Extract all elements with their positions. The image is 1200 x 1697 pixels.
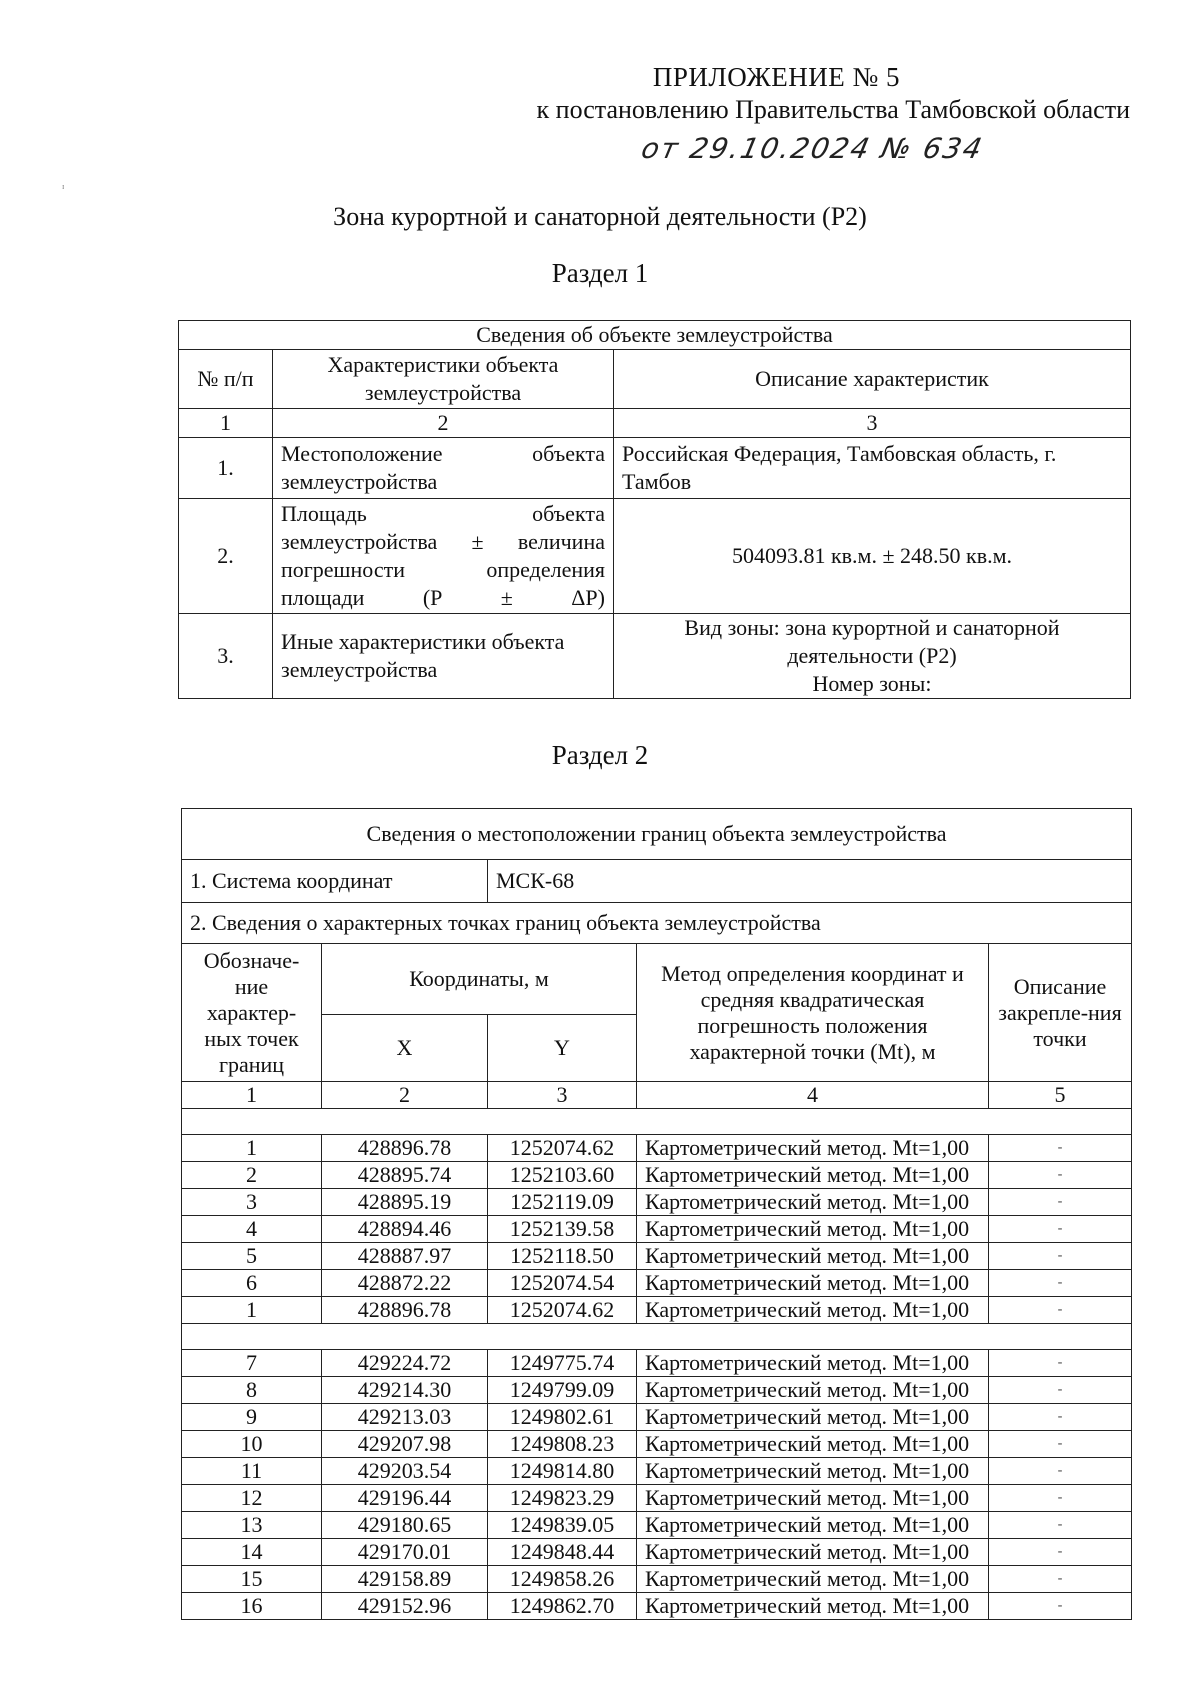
row-description <box>614 614 1131 699</box>
point-x: 428887.97 <box>322 1243 488 1270</box>
points-body <box>182 1109 1132 1620</box>
point-y: 1249775.74 <box>488 1350 637 1377</box>
point-y: 1249802.61 <box>488 1404 637 1431</box>
point-method: Картометрический метод. Mt=1,00 <box>637 1189 989 1216</box>
point-number: 11 <box>182 1458 322 1485</box>
group-separator-row <box>182 1109 1132 1135</box>
point-row <box>182 1162 1132 1189</box>
point-row <box>182 1216 1132 1243</box>
point-x: 429213.03 <box>322 1404 488 1431</box>
point-y: 1249808.23 <box>488 1431 637 1458</box>
point-method: Картометрический метод. Mt=1,00 <box>637 1485 989 1512</box>
section1-title: Раздел 1 <box>551 258 649 288</box>
point-y: 1252118.50 <box>488 1243 637 1270</box>
point-row <box>182 1189 1132 1216</box>
header-description: Описание характеристик <box>614 350 1131 409</box>
point-fixing: - <box>989 1593 1132 1620</box>
col-number: 1 <box>179 409 273 438</box>
point-number: 16 <box>182 1593 322 1620</box>
object-info-table-title: Сведения об объекте землеустройства <box>179 321 1131 350</box>
zone-title: Зона курортной и санаторной деятельности (Р2) <box>333 202 867 231</box>
point-y: 1249858.26 <box>488 1566 637 1593</box>
point-number: 13 <box>182 1512 322 1539</box>
point-fixing: - <box>989 1566 1132 1593</box>
point-y: 1252074.62 <box>488 1297 637 1324</box>
header-method: Метод определения координат и средняя квадратическая погрешность положения характерной точки (Mt), м <box>637 944 989 1082</box>
point-row <box>182 1512 1132 1539</box>
zone-number-label: Номер зоны: <box>812 671 932 696</box>
points-title: 2. Сведения о характерных точках границ объекта землеустройства <box>182 903 1132 944</box>
point-fixing: - <box>989 1243 1132 1270</box>
point-fixing: - <box>989 1458 1132 1485</box>
point-method: Картометрический метод. Mt=1,00 <box>637 1431 989 1458</box>
col-number: 4 <box>637 1082 989 1109</box>
point-fixing: - <box>989 1512 1132 1539</box>
group-separator <box>182 1109 1132 1135</box>
col-number: 2 <box>322 1082 488 1109</box>
section2-title: Раздел 2 <box>551 740 649 770</box>
point-number: 12 <box>182 1485 322 1512</box>
point-x: 428896.78 <box>322 1135 488 1162</box>
point-y: 1249814.80 <box>488 1458 637 1485</box>
point-x: 428872.22 <box>322 1270 488 1297</box>
point-row <box>182 1350 1132 1377</box>
point-fixing: - <box>989 1216 1132 1243</box>
point-fixing: - <box>989 1350 1132 1377</box>
point-fixing: - <box>989 1431 1132 1458</box>
boundary-table <box>181 808 1132 1620</box>
point-x: 429170.01 <box>322 1539 488 1566</box>
point-x: 429203.54 <box>322 1458 488 1485</box>
handwritten-date: от 29.10.2024 № 634 <box>638 132 987 165</box>
group-separator-row <box>182 1324 1132 1350</box>
point-row <box>182 1593 1132 1620</box>
point-number: 4 <box>182 1216 322 1243</box>
point-number: 6 <box>182 1270 322 1297</box>
object-info-table <box>178 320 1131 699</box>
col-number: 3 <box>488 1082 637 1109</box>
point-x: 428895.19 <box>322 1189 488 1216</box>
appendix-subtitle: к постановлению Правительства Тамбовской области <box>536 95 1130 124</box>
col-number: 3 <box>614 409 1131 438</box>
point-row <box>182 1243 1132 1270</box>
point-fixing: - <box>989 1162 1132 1189</box>
point-row <box>182 1539 1132 1566</box>
point-fixing: - <box>989 1135 1132 1162</box>
point-number: 9 <box>182 1404 322 1431</box>
coord-system-label: 1. Система координат <box>182 860 488 903</box>
point-y: 1252139.58 <box>488 1216 637 1243</box>
header-y: Y <box>488 1015 637 1082</box>
point-number: 10 <box>182 1431 322 1458</box>
point-x: 429152.96 <box>322 1593 488 1620</box>
point-row <box>182 1431 1132 1458</box>
point-number: 3 <box>182 1189 322 1216</box>
point-method: Картометрический метод. Mt=1,00 <box>637 1458 989 1485</box>
point-number: 5 <box>182 1243 322 1270</box>
point-y: 1249799.09 <box>488 1377 637 1404</box>
point-fixing: - <box>989 1539 1132 1566</box>
point-x: 428896.78 <box>322 1297 488 1324</box>
point-x: 429214.30 <box>322 1377 488 1404</box>
point-row <box>182 1135 1132 1162</box>
point-number: 7 <box>182 1350 322 1377</box>
header-x: X <box>322 1015 488 1082</box>
point-method: Картометрический метод. Mt=1,00 <box>637 1135 989 1162</box>
point-x: 429196.44 <box>322 1485 488 1512</box>
point-number: 2 <box>182 1162 322 1189</box>
point-number: 1 <box>182 1135 322 1162</box>
point-method: Картометрический метод. Mt=1,00 <box>637 1566 989 1593</box>
point-fixing: - <box>989 1377 1132 1404</box>
point-row <box>182 1270 1132 1297</box>
point-x: 428895.74 <box>322 1162 488 1189</box>
boundary-table-title: Сведения о местоположении границ объекта землеустройства <box>182 809 1132 860</box>
point-number: 1 <box>182 1297 322 1324</box>
point-y: 1249862.70 <box>488 1593 637 1620</box>
point-method: Картометрический метод. Mt=1,00 <box>637 1539 989 1566</box>
point-y: 1249839.05 <box>488 1512 637 1539</box>
point-method: Картометрический метод. Mt=1,00 <box>637 1297 989 1324</box>
row-characteristic: Местоположение объекта землеустройства <box>273 438 614 499</box>
row-num: 2. <box>179 499 273 614</box>
point-fixing: - <box>989 1404 1132 1431</box>
point-fixing: - <box>989 1270 1132 1297</box>
point-y: 1249848.44 <box>488 1539 637 1566</box>
col-number: 2 <box>273 409 614 438</box>
point-row <box>182 1404 1132 1431</box>
point-y: 1252103.60 <box>488 1162 637 1189</box>
row-num: 3. <box>179 614 273 699</box>
point-method: Картометрический метод. Mt=1,00 <box>637 1593 989 1620</box>
point-fixing: - <box>989 1297 1132 1324</box>
row-num: 1. <box>179 438 273 499</box>
col-number: 1 <box>182 1082 322 1109</box>
point-number: 15 <box>182 1566 322 1593</box>
point-row <box>182 1297 1132 1324</box>
point-x: 429180.65 <box>322 1512 488 1539</box>
point-number: 14 <box>182 1539 322 1566</box>
point-method: Картометрический метод. Mt=1,00 <box>637 1216 989 1243</box>
group-separator <box>182 1324 1132 1350</box>
point-y: 1249823.29 <box>488 1485 637 1512</box>
header-coordinates: Координаты, м <box>322 944 637 1015</box>
point-x: 429224.72 <box>322 1350 488 1377</box>
point-method: Картометрический метод. Mt=1,00 <box>637 1243 989 1270</box>
zone-type: Вид зоны: зона курортной и санаторной деятельности (Р2) <box>684 615 1060 668</box>
row-characteristic: Иные характеристики объекта землеустройства <box>273 614 614 699</box>
point-y: 1252074.54 <box>488 1270 637 1297</box>
point-y: 1252119.09 <box>488 1189 637 1216</box>
header-characteristic: Характеристики объекта землеустройства <box>273 350 614 409</box>
point-method: Картометрический метод. Mt=1,00 <box>637 1350 989 1377</box>
coord-system-value: МСК-68 <box>488 860 1132 903</box>
appendix-title: ПРИЛОЖЕНИЕ № 5 <box>652 62 900 92</box>
point-method: Картометрический метод. Mt=1,00 <box>637 1404 989 1431</box>
point-number: 8 <box>182 1377 322 1404</box>
point-row <box>182 1566 1132 1593</box>
row-description: 504093.81 кв.м. ± 248.50 кв.м. <box>614 499 1131 614</box>
point-method: Картометрический метод. Mt=1,00 <box>637 1162 989 1189</box>
point-fixing: - <box>989 1189 1132 1216</box>
header-fixing: Описание закрепле-ния точки <box>989 944 1132 1082</box>
header-designation: Обозначе-ние характер-ных точек границ <box>182 944 322 1082</box>
point-y: 1252074.62 <box>488 1135 637 1162</box>
point-row <box>182 1485 1132 1512</box>
row-characteristic: Площадь объекта землеустройства ± величина погрешности определения площади (Р ± ΔР) <box>273 499 614 614</box>
point-x: 429207.98 <box>322 1431 488 1458</box>
point-method: Картометрический метод. Mt=1,00 <box>637 1270 989 1297</box>
point-x: 429158.89 <box>322 1566 488 1593</box>
header-num: № п/п <box>179 350 273 409</box>
scan-mark: ᶦ <box>62 182 65 197</box>
point-row <box>182 1377 1132 1404</box>
col-number: 5 <box>989 1082 1132 1109</box>
document-header <box>537 62 1130 125</box>
point-method: Картометрический метод. Mt=1,00 <box>637 1377 989 1404</box>
point-method: Картометрический метод. Mt=1,00 <box>637 1512 989 1539</box>
point-x: 428894.46 <box>322 1216 488 1243</box>
row-description: Российская Федерация, Тамбовская область, г. Тамбов <box>614 438 1131 499</box>
point-row <box>182 1458 1132 1485</box>
point-fixing: - <box>989 1485 1132 1512</box>
